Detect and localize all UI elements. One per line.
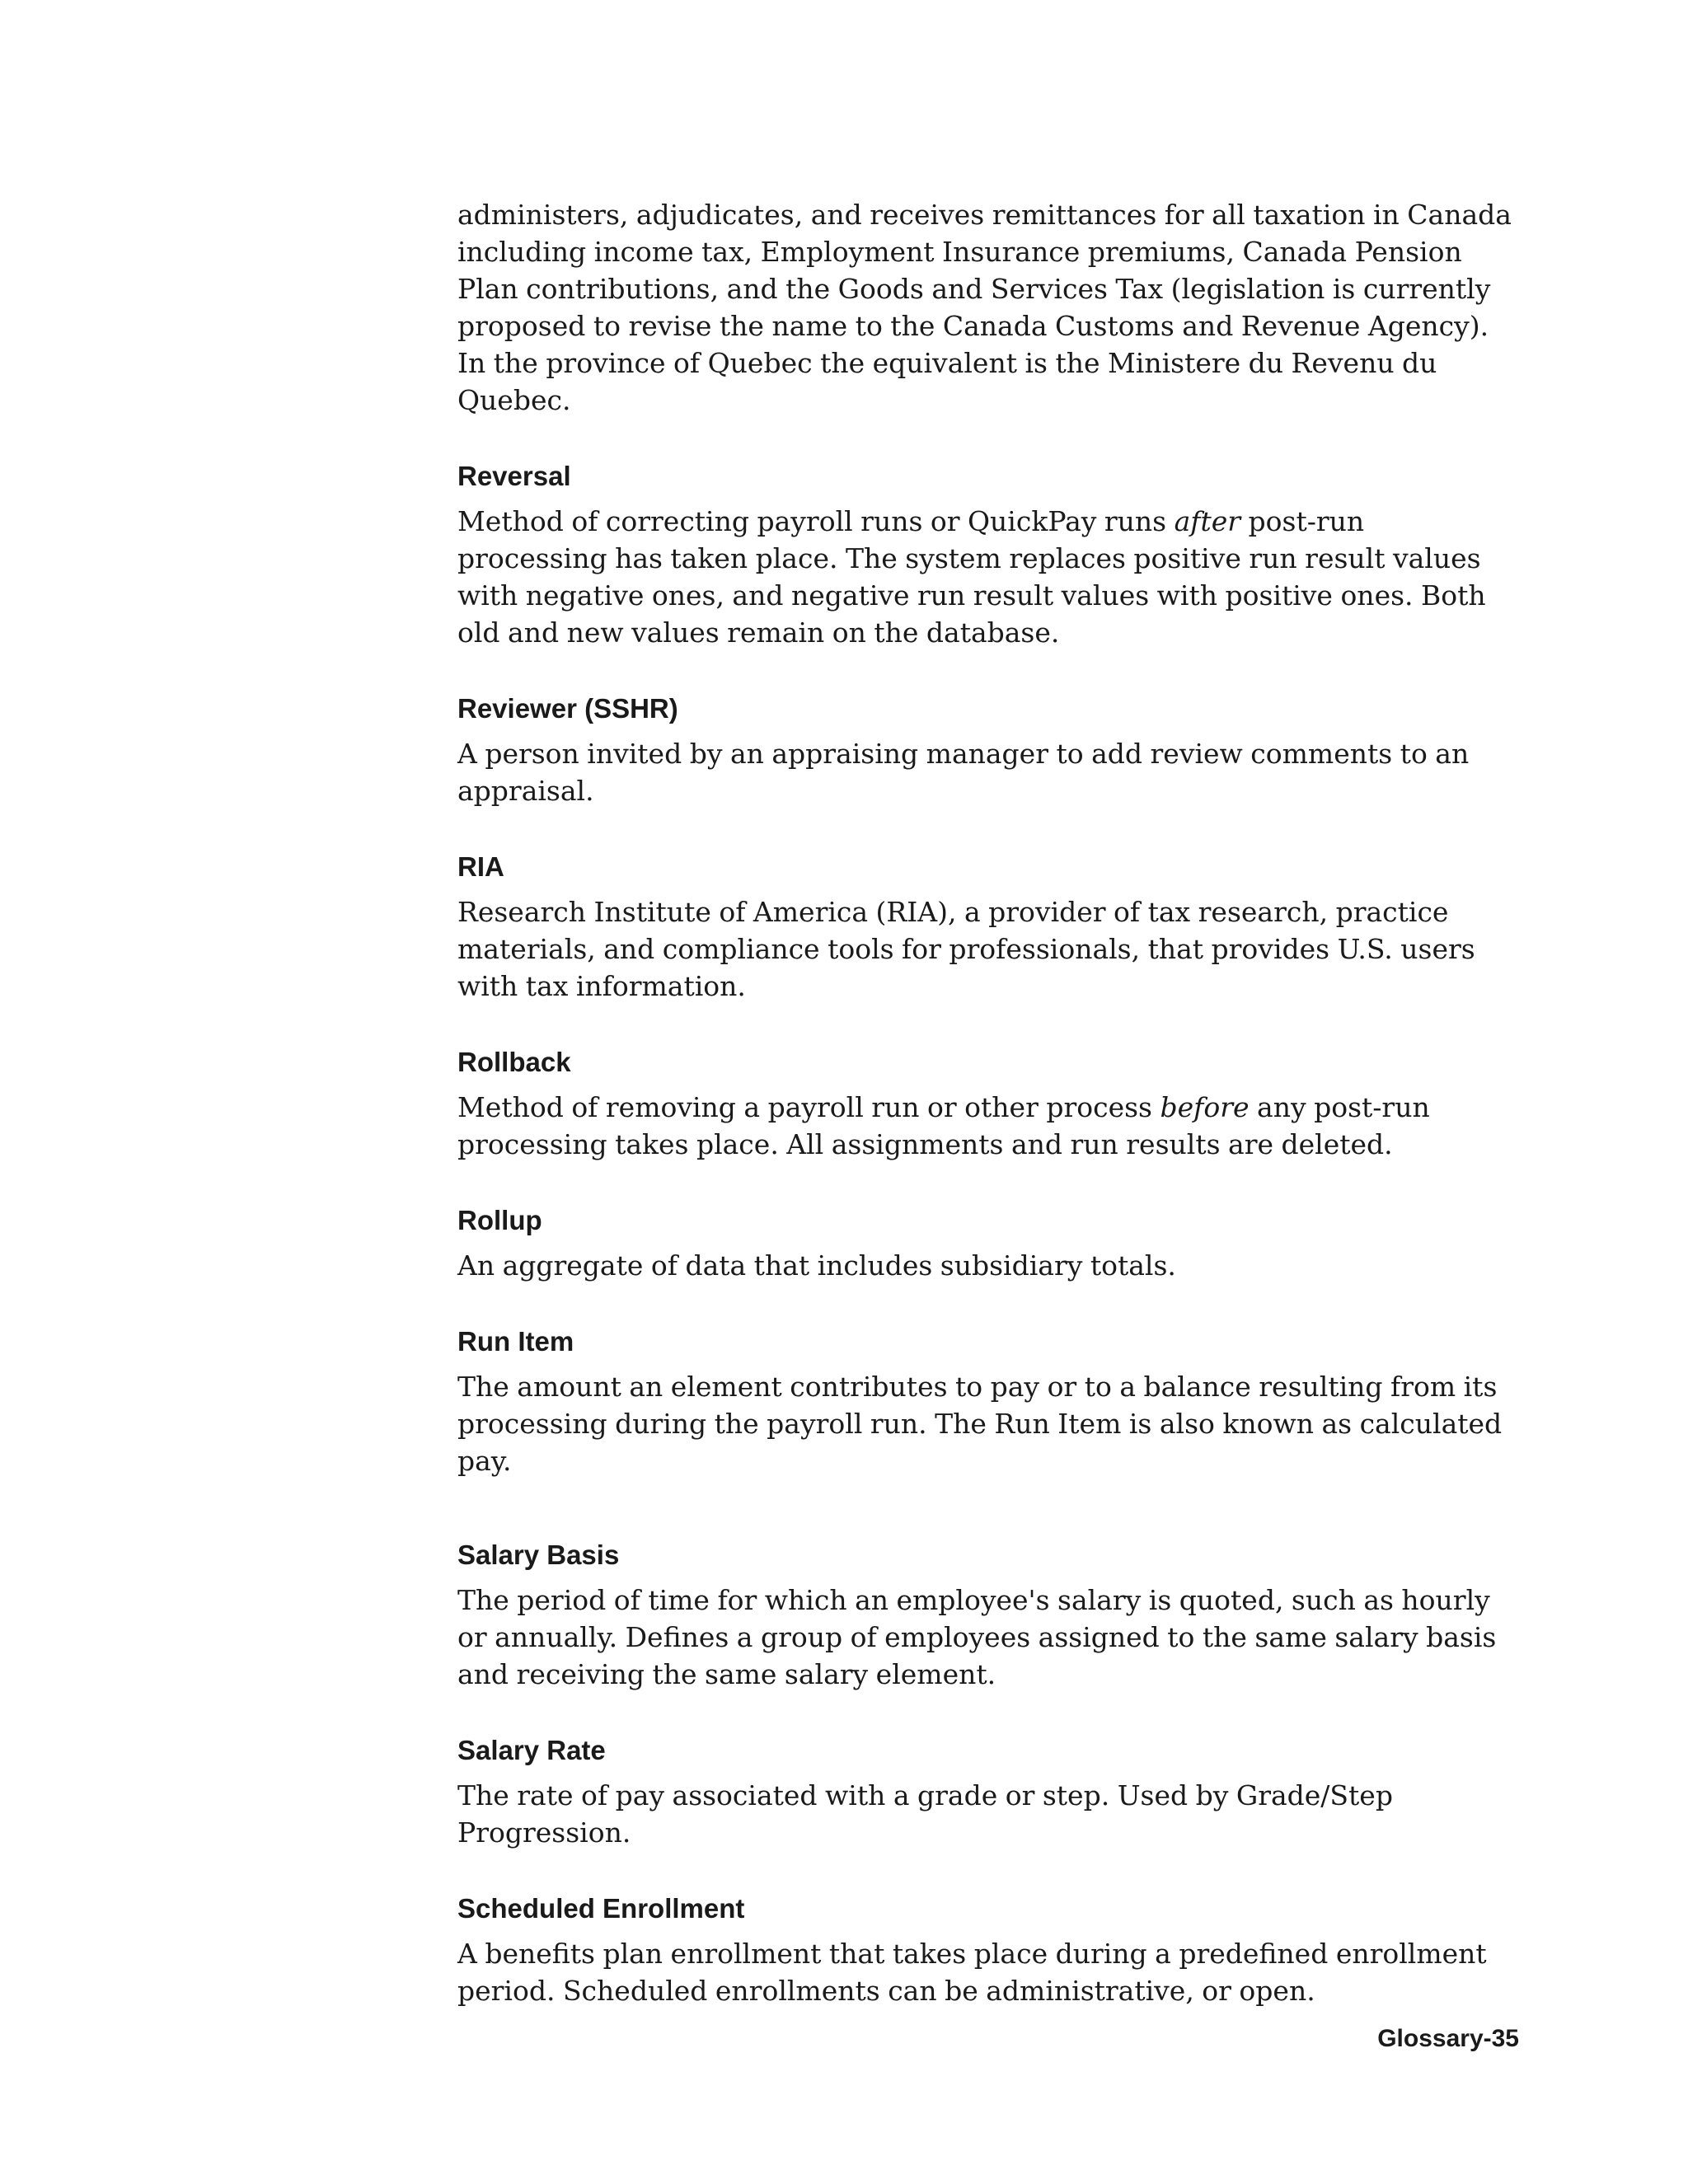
glossary-definition: The period of time for which an employee's salary is quoted, such as hourly or annually. Defines a group of employees assigned to the same salary basis and receiving the same salary element. bbox=[457, 1584, 1497, 1690]
glossary-entry-reversal bbox=[457, 460, 1521, 651]
glossary-entry-scheduled-enrollment bbox=[457, 1892, 1521, 2009]
glossary-entry-rollup bbox=[457, 1204, 1521, 1284]
glossary-definition: Research Institute of America (RIA), a provider of tax research, practice materials, and compliance tools for professionals, that provides U.S. users with tax information. bbox=[457, 896, 1475, 1002]
glossary-definition: The rate of pay associated with a grade or step. Used by Grade/Step Progression. bbox=[457, 1779, 1393, 1849]
glossary-term: Run Item bbox=[457, 1326, 574, 1357]
glossary-entry-rollback bbox=[457, 1046, 1521, 1163]
glossary-term: Salary Rate bbox=[457, 1735, 606, 1765]
definition-text: post-run processing has taken place. The system replaces positive run result values with negative ones, and negative run result values with positive ones. Both old and new values remain on the database. bbox=[457, 505, 1486, 649]
glossary-entry-salary-rate bbox=[457, 1734, 1521, 1851]
page-number: Glossary-35 bbox=[1377, 2025, 1519, 2052]
glossary-term: Rollback bbox=[457, 1047, 571, 1077]
glossary-entry-run-item bbox=[457, 1325, 1521, 1479]
glossary-entry-salary-basis bbox=[457, 1539, 1521, 1693]
glossary-entry-reviewer bbox=[457, 692, 1521, 809]
glossary-definition bbox=[457, 503, 1521, 651]
glossary-term: Rollup bbox=[457, 1205, 542, 1235]
glossary-definition: An aggregate of data that includes subsidiary totals. bbox=[457, 1249, 1176, 1282]
glossary-definition bbox=[457, 1089, 1521, 1163]
glossary-term: Scheduled Enrollment bbox=[457, 1893, 745, 1924]
glossary-definition: A benefits plan enrollment that takes place during a predefined enrollment period. Scheduled enrollments can be administrative, or open. bbox=[457, 1938, 1487, 2007]
definition-emphasis: after bbox=[1174, 505, 1241, 537]
definition-text: Method of removing a payroll run or other process bbox=[457, 1091, 1160, 1123]
glossary-definition: A person invited by an appraising manager to add review comments to an appraisal. bbox=[457, 738, 1470, 807]
glossary-content bbox=[457, 196, 1521, 2009]
glossary-term: RIA bbox=[457, 851, 504, 882]
definition-text: any post-run processing takes place. All assignments and run results are deleted. bbox=[457, 1091, 1430, 1160]
glossary-definition: The amount an element contributes to pay or to a balance resulting from its processing during the payroll run. The Run Item is also known as calculated pay. bbox=[457, 1371, 1503, 1477]
glossary-term: Reversal bbox=[457, 461, 571, 491]
definition-text: Method of correcting payroll runs or QuickPay runs bbox=[457, 505, 1175, 537]
definition-emphasis: before bbox=[1160, 1091, 1250, 1123]
intro-paragraph: administers, adjudicates, and receives remittances for all taxation in Canada including income tax, Employment Insurance premiums, Canada Pension Plan contributions, and the Goods and Services Tax (legislation is currently proposed to revise the name to the Canada Customs and Revenue Agency). In the province of Quebec the equivalent is the Ministere du Revenu du Quebec. bbox=[457, 199, 1512, 416]
glossary-entry-ria bbox=[457, 851, 1521, 1005]
glossary-term: Salary Basis bbox=[457, 1540, 620, 1570]
glossary-term: Reviewer (SSHR) bbox=[457, 693, 678, 724]
